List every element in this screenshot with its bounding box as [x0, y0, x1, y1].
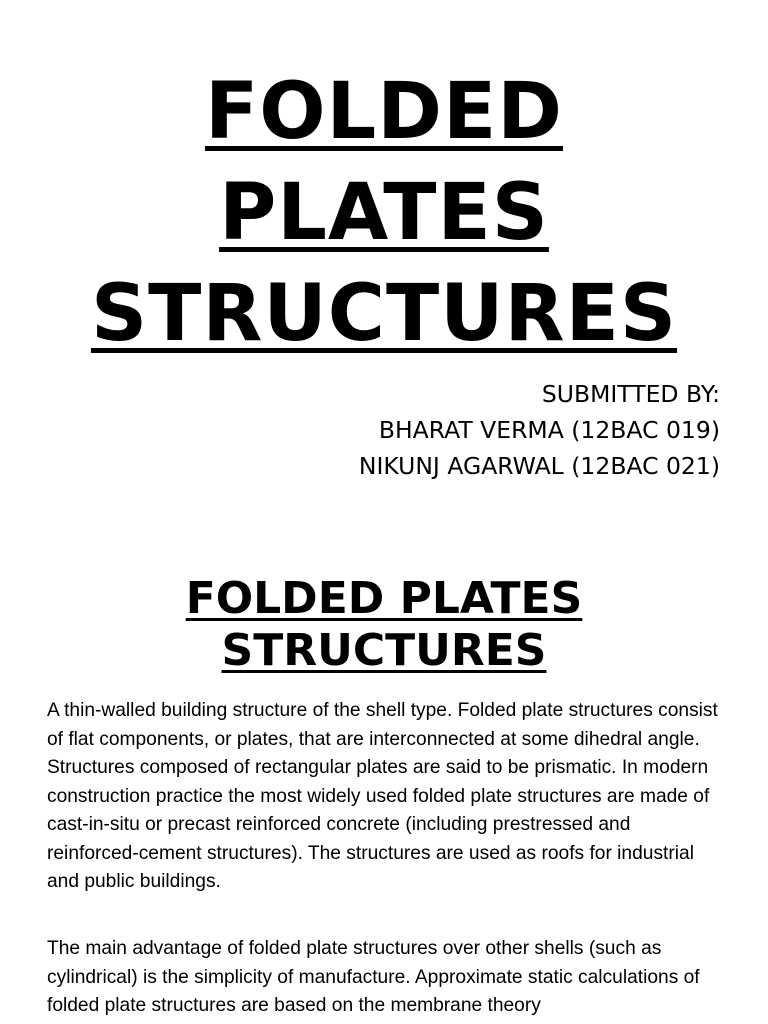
author-1: BHARAT VERMA (12BAC 019): [378, 416, 720, 444]
title-line-1: FOLDED: [204, 67, 564, 157]
section-heading: [0, 573, 768, 677]
submitted-by-label: SUBMITTED BY:: [541, 380, 720, 408]
section-heading-line-2: STRUCTURES: [221, 625, 547, 676]
author-2: NIKUNJ AGARWAL (12BAC 021): [358, 452, 720, 480]
title-line-2: PLATES: [219, 168, 549, 258]
paragraph-1: A thin-walled building structure of the shell type. Folded plate structures consist of flat components, or plates, that are interconnected at some dihedral angle. Structures composed of rectangular plates are said to be prismatic. In modern construction practice the most widely used folded plate structures are made of cast-in-situ or precast reinforced concrete (including prestressed and reinforced-cement structures). The structures are used as roofs for industrial and public buildings.: [47, 700, 718, 892]
submitted-by-block: [359, 376, 720, 484]
section-heading-line-1: FOLDED PLATES: [185, 573, 583, 624]
document-title: [0, 62, 768, 365]
title-line-3: STRUCTURES: [90, 269, 678, 359]
paragraph-2: The main advantage of folded plate structures over other shells (such as cylindrical) is the simplicity of manufacture. Approximate static calculations of folded plate structures are based on the membrane theory: [47, 938, 700, 1016]
